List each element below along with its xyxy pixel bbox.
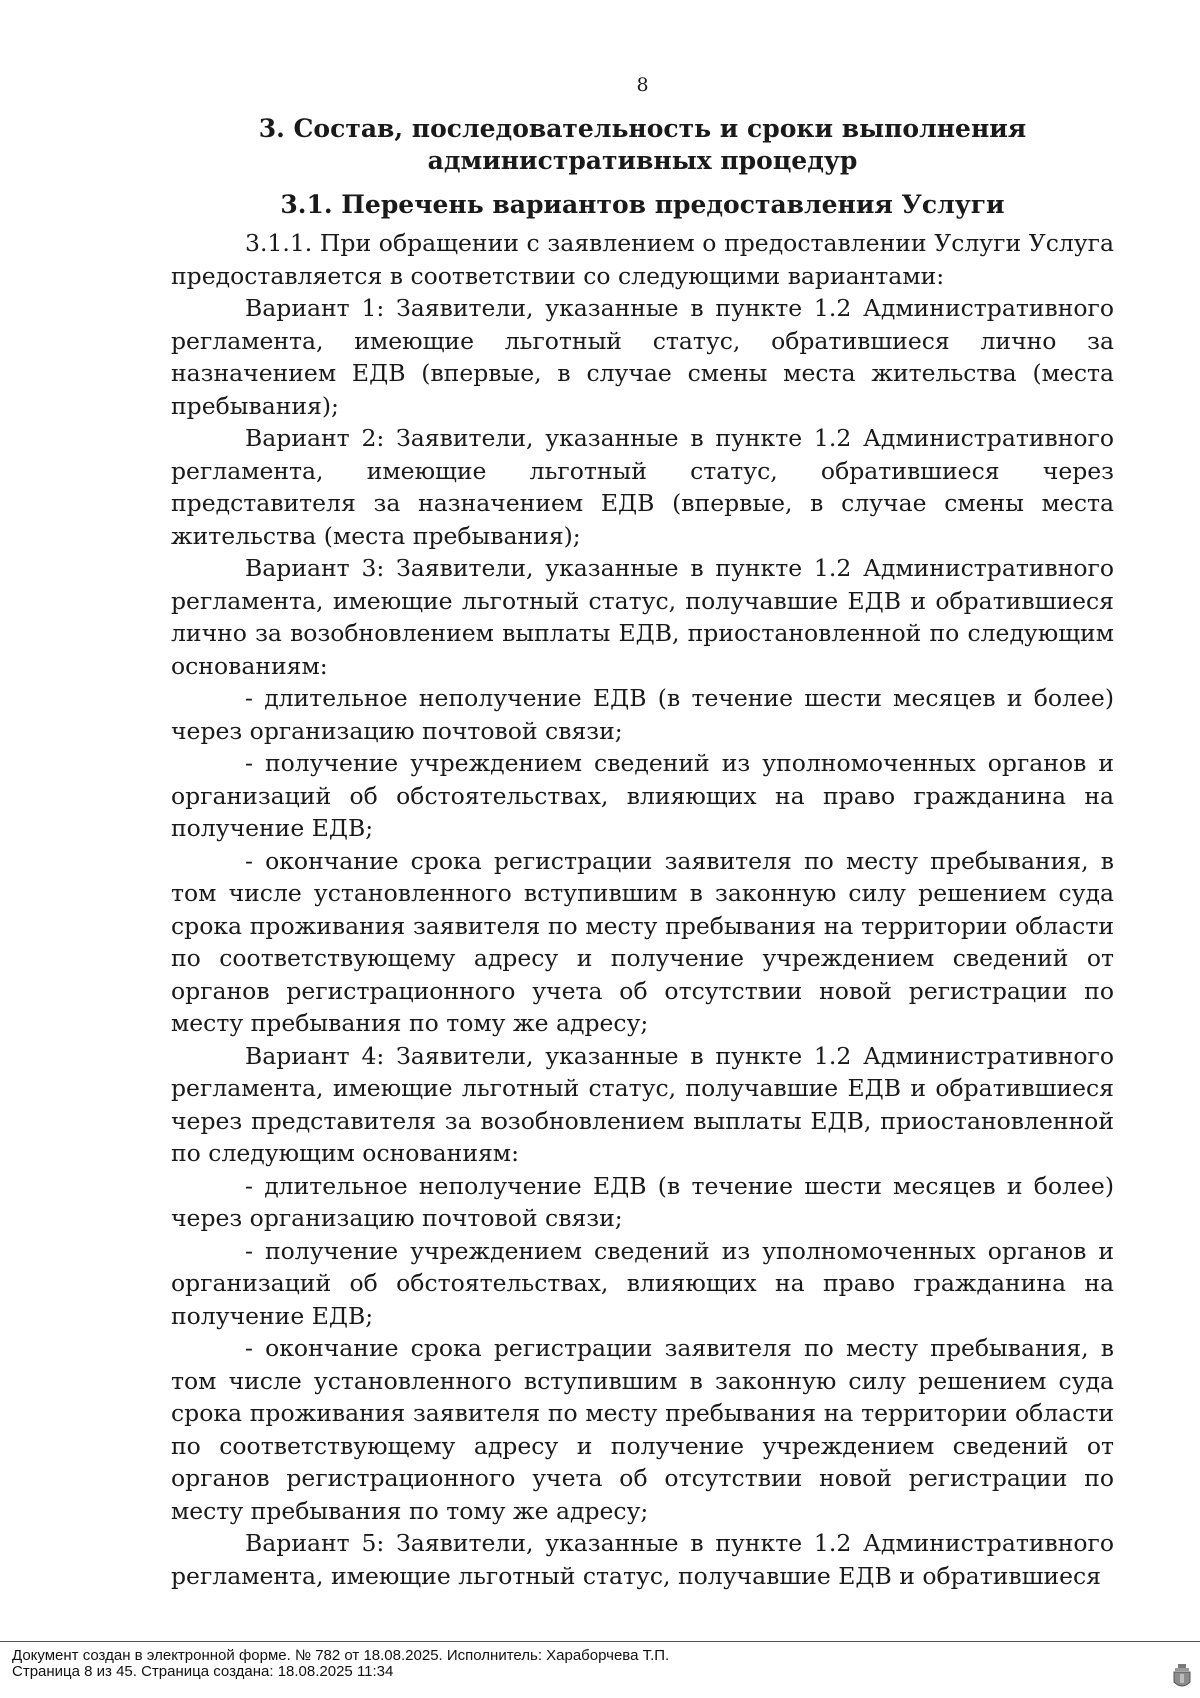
document-body [171,113,1114,1592]
footer-line-page-info: Страница 8 из 45. Страница создана: 18.08.2025 11:34 [12,1663,394,1680]
section-heading: 3. Состав, последовательность и сроки выполнения административных процедур [258,114,1027,175]
paragraph-variant-5: Вариант 5: Заявители, указанные в пункте 1.2 Административного регламента, имеющие льготный статус, получавшие ЕДВ и обратившиеся [171,1529,1114,1590]
list-item-variant-4-ground-1: - длительное неполучение ЕДВ (в течение шести месяцев и более) через организацию почтовой связи; [171,1171,1114,1232]
paragraph-variant-4: Вариант 4: Заявители, указанные в пункте 1.2 Административного регламента, имеющие льготный статус, получавшие ЕДВ и обратившиеся через представителя за возобновлением выплаты ЕДВ, приостановленной по следующим основаниям: [171,1041,1114,1167]
list-item-variant-3-ground-3: - окончание срока регистрации заявителя по месту пребывания, в том числе установленного вступившим в законную силу решением суда срока проживания заявителя по месту пребывания на территории области по соответствующему адресу и получение учреждением сведений от органов регистрационного учета об отсутствии новой регистрации по месту пребывания по тому же адресу; [171,846,1114,1037]
paragraph-intro: 3.1.1. При обращении с заявлением о предоставлении Услуги Услуга предоставляется в соответствии со следующими вариантами: [171,229,1114,290]
coat-of-arms-icon [1172,1664,1192,1690]
footer-line-document-info: Документ создан в электронной форме. № 782 от 18.08.2025. Исполнитель: Харaборчева Т.П. [12,1647,670,1664]
list-item-variant-3-ground-2: - получение учреждением сведений из уполномоченных органов и организаций об обстоятельствах, влияющих на право гражданина на получение ЕДВ; [171,749,1114,842]
paragraph-variant-1: Вариант 1: Заявители, указанные в пункте 1.2 Административного регламента, имеющие льготный статус, обратившиеся лично за назначением ЕДВ (впервые, в случае смены места жительства (места пребывания); [171,294,1114,420]
footer-divider [0,1641,1200,1642]
list-item-variant-4-ground-2: - получение учреждением сведений из уполномоченных органов и организаций об обстоятельствах, влияющих на право гражданина на получение ЕДВ; [171,1236,1114,1330]
subsection-heading: 3.1. Перечень вариантов предоставления Услуги [280,190,1005,219]
paragraph-variant-2: Вариант 2: Заявители, указанные в пункте 1.2 Административного регламента, имеющие льготный статус, обратившиеся через представителя за назначением ЕДВ (впервые, в случае смены места жительства (места пребывания); [171,424,1114,550]
document-footer [12,1648,669,1680]
list-item-variant-4-ground-3: - окончание срока регистрации заявителя по месту пребывания, в том числе установленного вступившим в законную силу решением суда срока проживания заявителя по месту пребывания на территории области по соответствующему адресу и получение учреждением сведений от органов регистрационного учета об отсутствии новой регистрации по месту пребывания по тому же адресу; [171,1334,1114,1525]
page-number: 8 [636,74,649,96]
paragraph-variant-3: Вариант 3: Заявители, указанные в пункте 1.2 Административного регламента, имеющие льготный статус, получавшие ЕДВ и обратившиеся лично за возобновлением выплаты ЕДВ, приостановленной по следующим основаниям: [171,554,1114,680]
list-item-variant-3-ground-1: - длительное неполучение ЕДВ (в течение шести месяцев и более) через организацию почтовой связи; [171,684,1114,745]
